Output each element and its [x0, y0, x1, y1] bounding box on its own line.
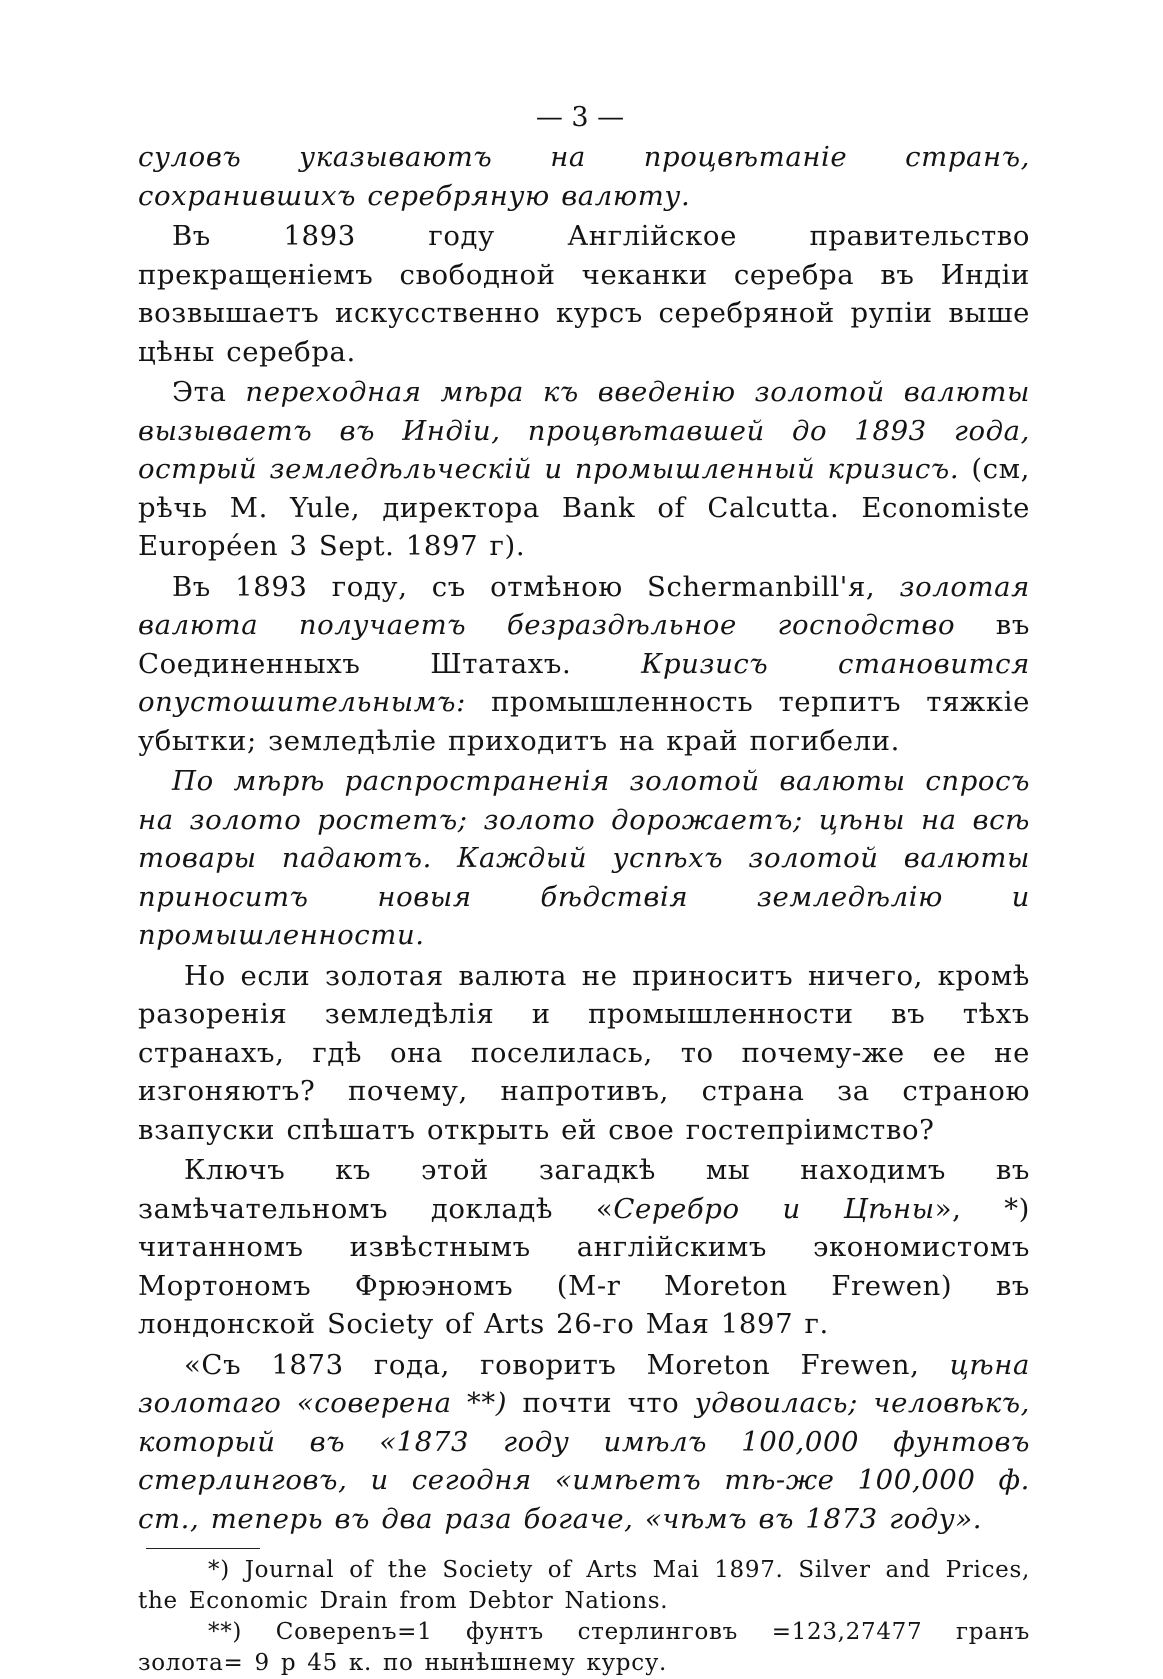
paragraph-8-part-3: почти что [507, 1387, 695, 1419]
page [138, 98, 1030, 1679]
paragraph-6-text: Но если золотая валюта не приноситъ ничего, кромѣ разоренія земледѣлія и промышленности въ тѣхъ странахъ, гдѣ она поселилась, то почему-же ее не изгоняютъ? почему, напротивъ, страна за страною взапуски спѣшатъ открыть ей свое гостепріимство? [138, 959, 1030, 1146]
paragraph-3-part-1: Эта [172, 376, 246, 408]
paragraph-3-part-2: переходная мѣра къ введенію золотой валюты вызываетъ въ Индіи, процвѣтавшей до 1893 года, острый земледѣльческій и промышленный кризисъ. [138, 376, 1031, 485]
footnote-divider [146, 1548, 260, 1549]
page-number: — 3 — [535, 102, 625, 133]
paragraph-1-text: суловъ указываютъ на процвѣтаніе странъ, сохранившихъ серебряную валюту. [138, 141, 1030, 212]
paragraph-3-part-3: (см, рѣчь M. Yule, директора Bank of Calcutta. Economiste Européen 3 Sept. 1897 г). [138, 453, 1030, 562]
paragraph-4-part-2: золотая валюта получаетъ безраздѣльное господство [138, 570, 1030, 641]
paragraph-7 [138, 1151, 1030, 1344]
paragraph-4 [138, 568, 1030, 761]
paragraph-4-part-4: Кризисъ становится опустошительнымъ: [138, 647, 1030, 718]
paragraph-4-part-3: въ Соединенныхъ Штатахъ. [138, 609, 1030, 680]
paragraph-5 [138, 762, 1030, 955]
paragraph-1 [138, 138, 1030, 215]
paragraph-8-quote [138, 1346, 1030, 1539]
paragraph-7-part-1: Ключъ къ этой загадкѣ мы находимъ въ замѣчательномъ докладѣ « [138, 1154, 1030, 1225]
paragraph-7-part-2: Серебро и Цѣны [613, 1192, 935, 1225]
footnote-1: *) Journal of the Society of Arts Mai 1897. Silver and Prices, the Economic Drain from Debtor Nations. [138, 1557, 1030, 1614]
paragraph-6 [138, 957, 1030, 1150]
footnote-2: **) Совереnъ=1 фунтъ стерлинговъ =123,27477 гранъ золота= 9 р 45 к. по нынѣшнему курсу. [138, 1619, 1030, 1676]
paragraph-3 [138, 373, 1030, 566]
paragraph-2-text: Въ 1893 году Англійское правительство прекращеніемъ свободной чеканки серебра въ Индіи возвышаетъ искусственно курсъ серебряной рупіи выше цѣны серебра. [138, 220, 1030, 368]
paragraph-8-part-1: «Съ 1873 года, говоритъ Moreton Frewen, [184, 1348, 950, 1381]
paragraph-8-part-2: цѣна золотаго «соверена **) [138, 1348, 1030, 1419]
paragraph-4-part-5: промышленность терпитъ тяжкіе убытки; земледѣліе приходитъ на край погибели. [138, 686, 1030, 757]
paragraph-7-part-3: », *) читанномъ извѣстнымъ англійскимъ экономистомъ Мортономъ Фрюэномъ (M-r Moreton Frewen) въ лондонской Society of Arts 26-го Мая 1897 г. [138, 1192, 1030, 1340]
paragraph-4-part-1: Въ 1893 году, съ отмѣною Schermanbill'я, [172, 570, 900, 603]
paragraph-5-text: По мѣрѣ распространенія золотой валюты спросъ на золото ростетъ; золото дорожаетъ; цѣны на всѣ товары падаютъ. Каждый успѣхъ золотой валюты приноситъ новыя бѣдствія земледѣлію и промышленности. [138, 765, 1030, 951]
paragraph-8-part-4: удвоилась; человѣкъ, который въ «1873 году имѣлъ 100,000 фунтовъ стерлинговъ, и сегодня «имѣетъ тѣ-же 100,000 ф. ст., теперь въ два раза богаче, «чѣмъ въ 1873 году». [138, 1387, 1030, 1535]
paragraph-2 [138, 217, 1030, 371]
